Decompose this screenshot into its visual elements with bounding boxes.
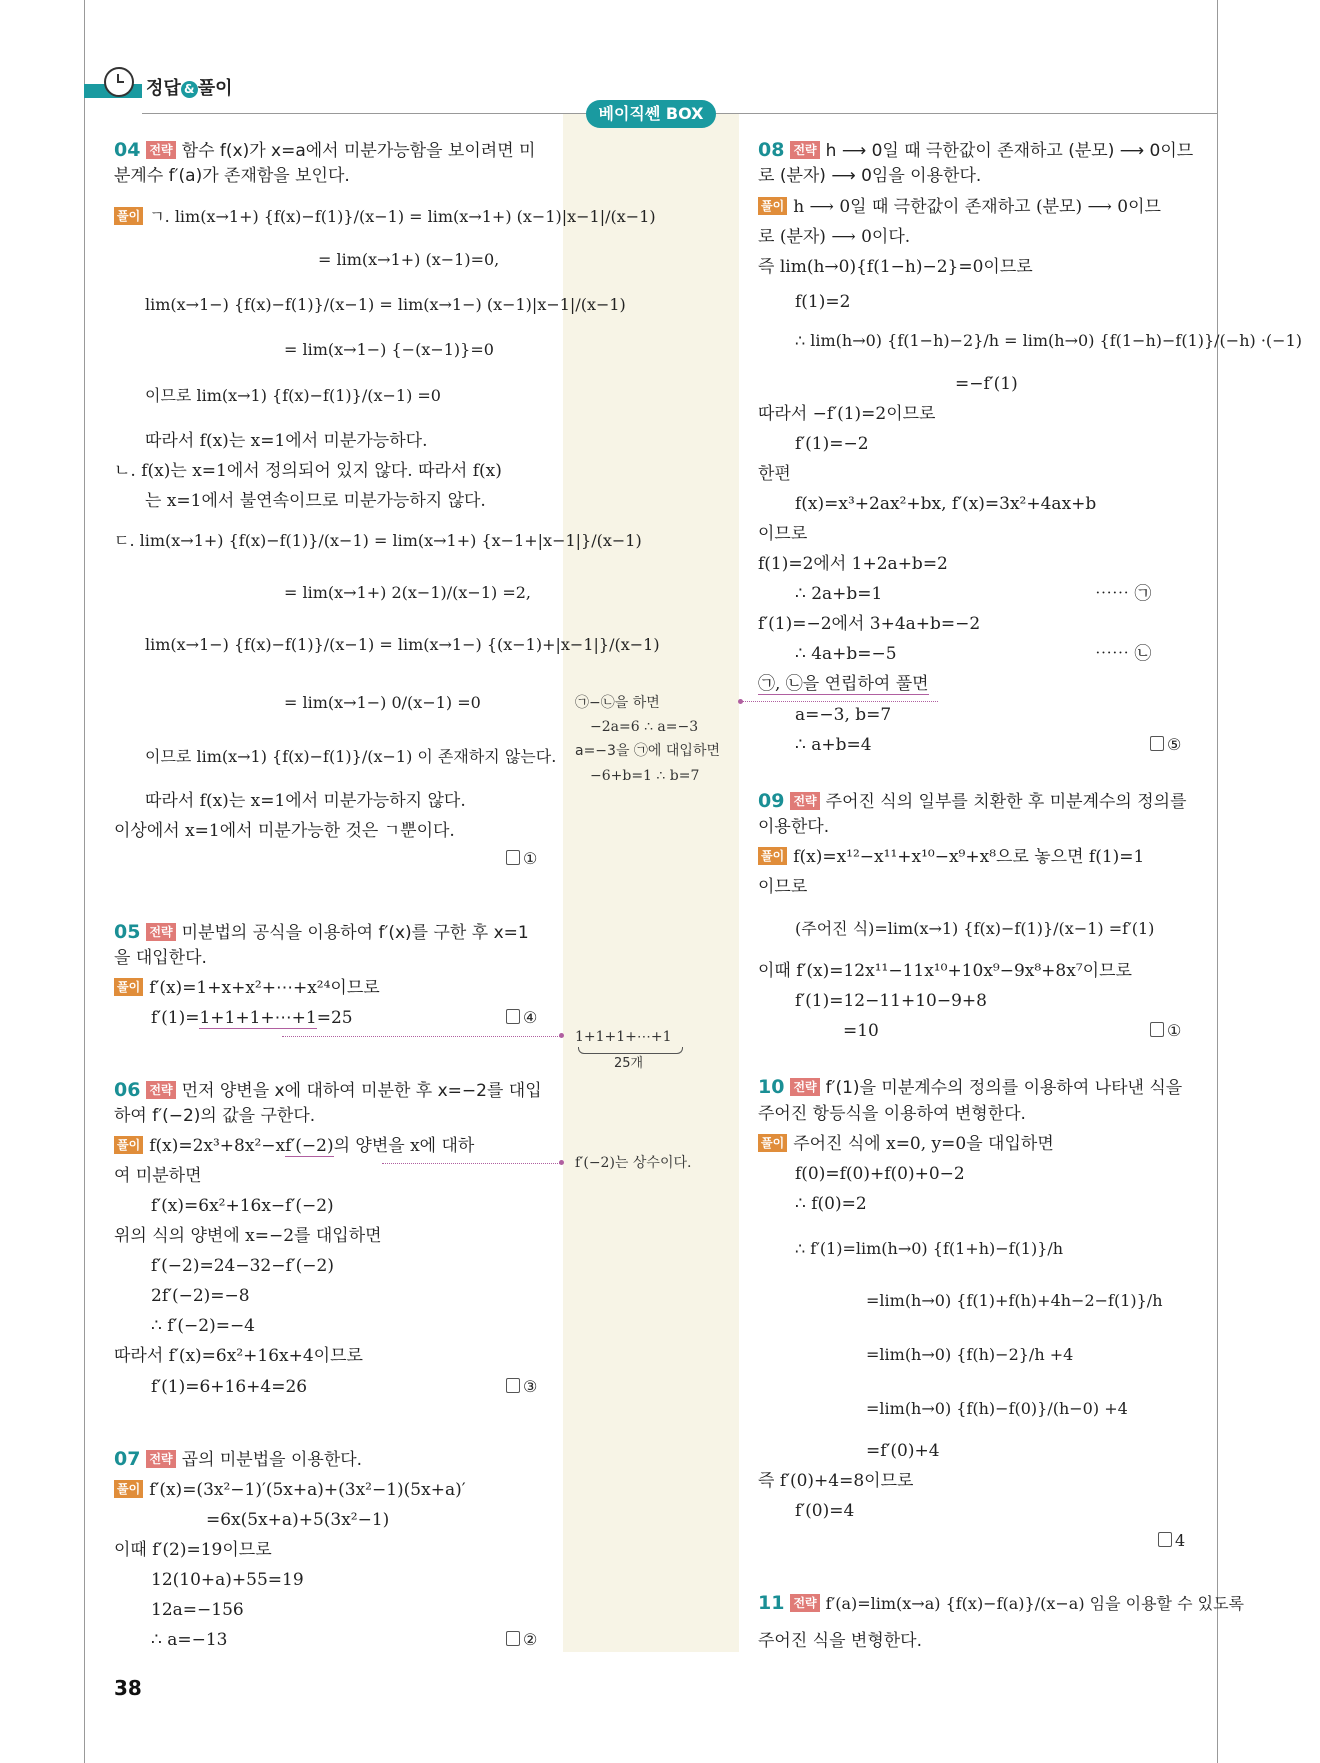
answer-badge: ①: [1150, 1021, 1181, 1040]
problem-04-line: ㄴ. f(x)는 x=1에서 정의되어 있지 않다. 따라서 f(x): [114, 461, 502, 481]
problem-06-line: 하여 f′(−2)의 값을 구한다.: [114, 1106, 316, 1126]
problem-09-line: f′(1)=12−11+10−9+8: [795, 991, 987, 1011]
problem-04-line: 이므로 lim(x→1) {f(x)−f(1)}/(x−1) 이 존재하지 않는다.: [145, 747, 557, 766]
problem-04-line: = lim(x→1+) (x−1)=0,: [318, 250, 500, 269]
page-frame-right: [1217, 0, 1218, 1763]
problem-08-line: 즉 lim(h→0){f(1−h)−2}=0이므로: [758, 257, 1033, 277]
problem-08-line: ∴ 4a+b=−5: [795, 644, 897, 664]
problem-06-line: 위의 식의 양변에 x=−2를 대입하면: [114, 1226, 382, 1246]
problem-06-line: ∴ f′(−2)=−4: [151, 1316, 256, 1336]
answer-icon: [1150, 736, 1164, 751]
problem-07-line: 이때 f′(2)=19이므로: [114, 1540, 272, 1560]
leader-dot: [559, 1160, 564, 1165]
problem-04-line: 따라서 f(x)는 x=1에서 미분가능하다.: [145, 431, 428, 451]
side-note-line: a=−3을 ㉠에 대입하면: [575, 743, 720, 759]
problem-04-line: 는 x=1에서 불연속이므로 미분가능하지 않다.: [145, 491, 486, 511]
problem-08-line: 따라서 −f′(1)=2이므로: [758, 404, 936, 424]
answer-icon: [506, 1009, 520, 1024]
problem-09-line: 풀이 f(x)=x¹²−x¹¹+x¹⁰−x⁹+x⁸으로 놓으면 f(1)=1: [758, 846, 1144, 868]
problem-08-line: =−f′(1): [955, 374, 1018, 394]
problem-08-line: ∴ a+b=4: [795, 735, 872, 755]
problem-09-line: 이때 f′(x)=12x¹¹−11x¹⁰+10x⁹−9x⁸+8x⁷이므로: [758, 961, 1132, 981]
problem-05-line: 풀이 f′(x)=1+x+x²+⋯+x²⁴이므로: [114, 977, 380, 999]
problem-11-line: 주어진 식을 변형한다.: [758, 1631, 923, 1651]
alarm-clock-icon: [104, 67, 134, 97]
side-note-line: f′(−2)는 상수이다.: [575, 1155, 692, 1171]
answer-badge: ③: [506, 1377, 537, 1396]
problem-04-line: = lim(x→1−) {−(x−1)}=0: [284, 340, 494, 359]
problem-10-line: ∴ f′(1)=lim(h→0) {f(1+h)−f(1)}/h: [795, 1239, 1064, 1258]
problem-08-line: f(x)=x³+2ax²+bx, f′(x)=3x²+4ax+b: [795, 494, 1097, 514]
answer-badge: 4: [1158, 1531, 1185, 1550]
problem-04-line: 이상에서 x=1에서 미분가능한 것은 ㄱ뿐이다.: [114, 821, 455, 841]
problem-10-line: =lim(h→0) {f(h)−2}/h +4: [866, 1345, 1074, 1364]
page-number: 38: [114, 1676, 142, 1700]
page-frame-left: [84, 0, 85, 1763]
problem-08-line: ⋯⋯ ㉠: [1095, 584, 1152, 604]
answer-badge: ①: [506, 849, 537, 868]
problem-08-line: 로 (분자) ⟶ 0임을 이용한다.: [758, 166, 982, 186]
basic-box-tab: 베이직쎈 BOX: [586, 100, 716, 128]
problem-04-line: lim(x→1−) {f(x)−f(1)}/(x−1) = lim(x→1−) {(x−1)+|x−1|}/(x−1): [145, 635, 660, 654]
problem-07-line: 풀이 f′(x)=(3x²−1)′(5x+a)+(3x²−1)(5x+a)′: [114, 1479, 466, 1501]
problem-10-line: f(0)=f(0)+f(0)+0−2: [795, 1164, 965, 1184]
side-note-line: 25개: [614, 1056, 644, 1071]
problem-07-strategy: 07 전략 곱의 미분법을 이용한다.: [114, 1448, 363, 1470]
problem-08-line: f′(1)=−2에서 3+4a+b=−2: [758, 614, 981, 634]
problem-08-line: f′(1)=−2: [795, 434, 869, 454]
answer-badge: ⑤: [1150, 735, 1181, 754]
leader-dot: [559, 1033, 564, 1038]
problem-07-line: 12a=−156: [151, 1600, 244, 1620]
problem-07-line: 12(10+a)+55=19: [151, 1570, 304, 1590]
problem-07-line: =6x(5x+a)+5(3x²−1): [206, 1510, 390, 1530]
problem-04-line: = lim(x→1−) 0/(x−1) =0: [284, 693, 481, 712]
problem-09-line: (주어진 식)=lim(x→1) {f(x)−f(1)}/(x−1) =f′(1): [795, 919, 1155, 938]
answer-icon: [1158, 1532, 1172, 1547]
problem-08-line: 한편: [758, 464, 791, 484]
side-note-line: −2a=6 ∴ a=−3: [590, 719, 699, 735]
leader-line: [382, 1163, 562, 1164]
problem-04-line: 이므로 lim(x→1) {f(x)−f(1)}/(x−1) =0: [145, 386, 441, 405]
problem-06-line: 풀이 f(x)=2x³+8x²−xf′(−2)의 양변을 x에 대하: [114, 1135, 474, 1157]
problem-09-line: =10: [843, 1021, 879, 1041]
problem-08-line: 이므로: [758, 524, 808, 544]
problem-06-strategy: 06 전략 먼저 양변을 x에 대하여 미분한 후 x=−2를 대입: [114, 1079, 542, 1101]
leader-line: [282, 1036, 562, 1037]
problem-05-strategy: 05 전략 미분법의 공식을 이용하여 f′(x)를 구한 후 x=1: [114, 921, 529, 943]
problem-08-strategy: 08 전략 h ⟶ 0일 때 극한값이 존재하고 (분모) ⟶ 0이므: [758, 139, 1194, 161]
problem-06-line: 2f′(−2)=−8: [151, 1286, 250, 1306]
problem-04-line: 분계수 f′(a)가 존재함을 보인다.: [114, 166, 350, 186]
problem-08-line: ⋯⋯ ㉡: [1095, 644, 1152, 664]
problem-08-line: ∴ 2a+b=1: [795, 584, 883, 604]
leader-line: [742, 701, 938, 702]
problem-04-line: 따라서 f(x)는 x=1에서 미분가능하지 않다.: [145, 791, 466, 811]
side-note-line: −6+b=1 ∴ b=7: [590, 768, 700, 784]
problem-06-line: 따라서 f′(x)=6x²+16x+4이므로: [114, 1346, 363, 1366]
problem-06-line: 여 미분하면: [114, 1166, 202, 1186]
answer-icon: [506, 1631, 520, 1646]
problem-09-line: 이용한다.: [758, 817, 830, 837]
problem-06-line: f′(1)=6+16+4=26: [151, 1377, 308, 1397]
problem-05-line: 을 대입한다.: [114, 948, 207, 968]
problem-09-strategy: 09 전략 주어진 식의 일부를 치환한 후 미분계수의 정의를: [758, 790, 1187, 812]
problem-04-line: lim(x→1−) {f(x)−f(1)}/(x−1) = lim(x→1−) (x−1)|x−1|/(x−1): [145, 295, 626, 314]
side-note-line: ㉠−㉡을 하면: [575, 695, 660, 711]
problem-08-line: f(1)=2에서 1+2a+b=2: [758, 554, 948, 574]
problem-06-line: f′(−2)=24−32−f′(−2): [151, 1256, 334, 1276]
problem-10-line: =lim(h→0) {f(1)+f(h)+4h−2−f(1)}/h: [866, 1291, 1163, 1310]
problem-08-line: ∴ lim(h→0) {f(1−h)−2}/h = lim(h→0) {f(1−h)−f(1)}/(−h) ·(−1): [795, 331, 1302, 350]
problem-10-strategy: 10 전략 f′(1)을 미분계수의 정의를 이용하여 나타낸 식을: [758, 1076, 1183, 1098]
answer-icon: [1150, 1022, 1164, 1037]
problem-07-line: ∴ a=−13: [151, 1630, 228, 1650]
problem-09-line: 이므로: [758, 877, 808, 897]
problem-04-line: = lim(x→1+) 2(x−1)/(x−1) =2,: [284, 583, 531, 602]
problem-04-strategy: 04 전략 함수 f(x)가 x=a에서 미분가능함을 보이려면 미: [114, 139, 536, 161]
section-title: 정답 & 풀이: [146, 78, 233, 99]
problem-06-line: f′(x)=6x²+16x−f′(−2): [151, 1196, 334, 1216]
problem-10-line: f′(0)=4: [795, 1501, 855, 1521]
problem-05-line: f′(1)=1+1+1+⋯+1=25: [151, 1008, 353, 1028]
problem-04-line: 풀이 ㄱ. lim(x→1+) {f(x)−f(1)}/(x−1) = lim(x→1+) (x−1)|x−1|/(x−1): [114, 206, 656, 228]
problem-08-line: a=−3, b=7: [795, 705, 892, 725]
side-box-column: [563, 114, 739, 1652]
problem-10-line: =lim(h→0) {f(h)−f(0)}/(h−0) +4: [866, 1399, 1128, 1418]
problem-10-line: 풀이 주어진 식에 x=0, y=0을 대입하면: [758, 1133, 1054, 1155]
problem-10-line: =f′(0)+4: [866, 1441, 940, 1461]
side-note-line: 1+1+1+⋯+1: [575, 1029, 672, 1045]
problem-11-strategy: 11 전략 f′(a)=lim(x→a) {f(x)−f(a)}/(x−a) 임을 이용할 수 있도록: [758, 1592, 1245, 1614]
problem-08-line: 로 (분자) ⟶ 0이다.: [758, 227, 911, 247]
answer-badge: ②: [506, 1630, 537, 1649]
problem-10-line: 즉 f′(0)+4=8이므로: [758, 1471, 914, 1491]
problem-08-line: f(1)=2: [795, 292, 851, 312]
problem-08-line: ㉠, ㉡을 연립하여 풀면: [758, 674, 929, 694]
answer-icon: [506, 850, 520, 865]
problem-04-line: ㄷ. lim(x→1+) {f(x)−f(1)}/(x−1) = lim(x→1+) {x−1+|x−1|}/(x−1): [114, 531, 642, 550]
problem-10-line: ∴ f(0)=2: [795, 1194, 867, 1214]
answer-badge: ④: [506, 1008, 537, 1027]
problem-08-line: 풀이 h ⟶ 0일 때 극한값이 존재하고 (분모) ⟶ 0이므: [758, 196, 1161, 218]
answer-icon: [506, 1378, 520, 1393]
problem-10-line: 주어진 항등식을 이용하여 변형한다.: [758, 1104, 1026, 1124]
